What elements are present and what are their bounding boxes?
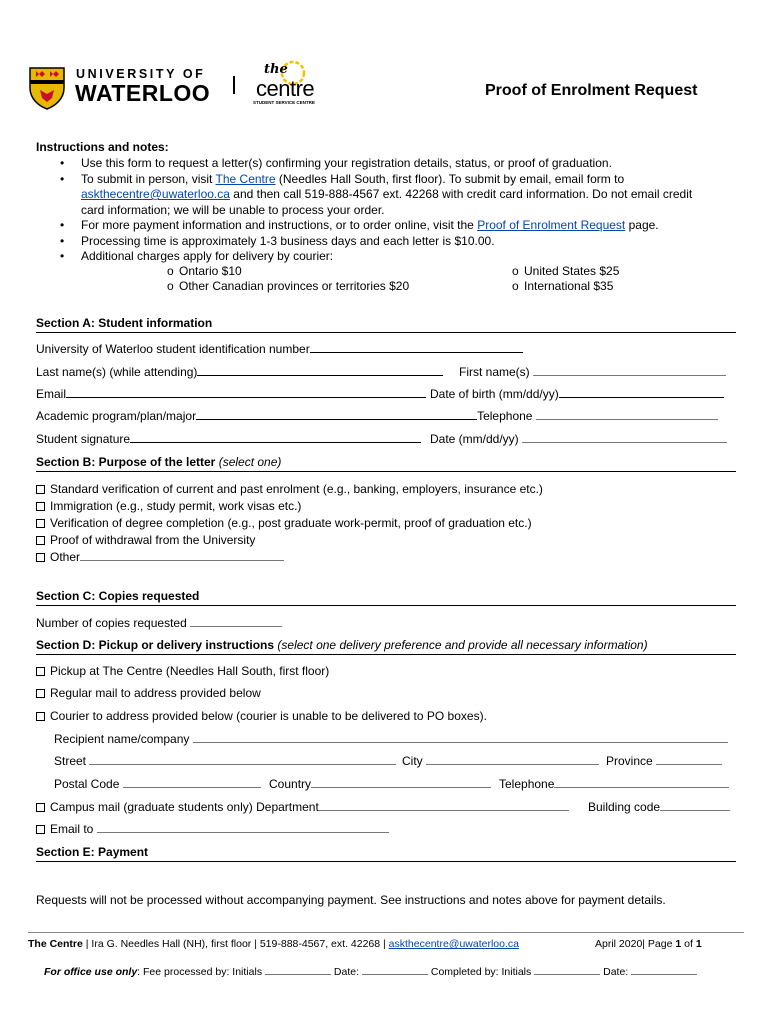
courier-us <box>512 264 619 278</box>
checkbox[interactable] <box>36 667 45 676</box>
input-line[interactable] <box>319 800 569 811</box>
checkbox[interactable] <box>36 519 45 528</box>
delivery-option-courier[interactable] <box>36 709 487 723</box>
checkbox[interactable] <box>36 825 45 834</box>
logo-divider <box>233 76 235 94</box>
option-label: Regular mail to address provided below <box>50 686 261 700</box>
section-a-title <box>36 316 736 333</box>
input-line[interactable] <box>193 732 728 743</box>
section-note: (select one) <box>218 455 282 469</box>
input-line[interactable] <box>130 432 421 443</box>
centre-subtitle: STUDENT SERVICE CENTRE <box>253 100 315 105</box>
purpose-option-other[interactable] <box>36 550 284 564</box>
program-field[interactable] <box>36 409 718 423</box>
input-line[interactable] <box>123 777 261 788</box>
instruction-text: (Needles Hall South, first floor). To submit by email, email form to <box>275 171 625 186</box>
footer-centre-name: The Centre <box>28 938 83 950</box>
input-line[interactable] <box>362 964 428 975</box>
centre-name: centre <box>256 76 315 101</box>
courier-ontario <box>167 264 242 278</box>
option-label: Other <box>50 550 81 564</box>
footer-contact <box>28 938 519 950</box>
input-line[interactable] <box>426 754 599 765</box>
input-line[interactable] <box>190 616 282 627</box>
province-field[interactable] <box>606 754 722 768</box>
field-label: First name(s) <box>459 365 530 379</box>
courier-canada <box>167 279 409 293</box>
input-line[interactable] <box>311 777 491 788</box>
field-label: Building code <box>588 800 661 814</box>
office-use-row <box>44 964 697 978</box>
checkbox[interactable] <box>36 553 45 562</box>
purpose-option-withdrawal[interactable] <box>36 533 255 547</box>
input-line[interactable] <box>89 754 396 765</box>
checkbox[interactable] <box>36 689 45 698</box>
dob-field[interactable] <box>430 387 724 401</box>
field-label: Email <box>36 387 67 401</box>
field-label: Street <box>54 754 87 768</box>
input-line[interactable] <box>660 800 730 811</box>
phone-field[interactable] <box>499 777 729 791</box>
page-total: 1 <box>695 938 702 950</box>
section-title-text: Section A: Student information <box>36 316 213 330</box>
section-e-title <box>36 845 736 862</box>
field-label: Country <box>269 777 312 791</box>
instruction-text: For more payment information and instructions, or to order online, visit the <box>81 218 478 232</box>
input-line[interactable] <box>536 409 718 420</box>
uw-name-line1: UNIVERSITY OF <box>76 67 206 81</box>
section-title-text: Section C: Copies requested <box>36 589 200 603</box>
instructions-list <box>60 156 740 265</box>
option-label: Pickup at The Centre (Needles Hall South, first floor) <box>50 664 330 678</box>
sub-bullet: o <box>512 264 519 278</box>
input-line[interactable] <box>554 777 729 788</box>
sub-bullet: o <box>167 279 174 293</box>
option-label: Proof of withdrawal from the University <box>50 533 256 547</box>
input-line[interactable] <box>534 964 600 975</box>
field-label: Province <box>606 754 653 768</box>
checkbox[interactable] <box>36 485 45 494</box>
the-centre-link[interactable]: The Centre <box>215 171 276 186</box>
recipient-field[interactable] <box>54 732 728 746</box>
instruction-text: and then call 519-888-4567 ext. 42268 with credit card information. Do not email credit <box>229 187 693 201</box>
street-field[interactable] <box>54 754 396 768</box>
email-link[interactable]: askthecentre@uwaterloo.ca <box>81 187 230 201</box>
field-label: Date (mm/dd/yy) <box>430 432 519 446</box>
section-title-text: Section D: Pickup or delivery instructions <box>36 638 275 652</box>
city-field[interactable] <box>402 754 599 768</box>
charge-text: Other Canadian provinces or territories $20 <box>179 279 410 293</box>
instructions-heading: Instructions and notes: <box>36 140 169 154</box>
option-label: Email to <box>50 822 94 836</box>
field-label: Telephone <box>477 409 533 423</box>
field-label: Telephone <box>499 777 555 791</box>
postal-field[interactable] <box>54 777 261 791</box>
input-line[interactable] <box>310 342 523 353</box>
charge-text: International $35 <box>524 279 614 293</box>
purpose-option-degree[interactable] <box>36 516 532 530</box>
list-item <box>60 249 740 265</box>
input-line[interactable] <box>559 387 724 398</box>
field-label: University of Waterloo student identification number <box>36 342 310 356</box>
signature-field[interactable] <box>36 432 421 446</box>
delivery-option-campus[interactable] <box>36 800 569 814</box>
section-title-text: Section E: Payment <box>36 845 149 859</box>
footer-divider <box>28 932 744 933</box>
uw-crest-icon <box>28 66 66 110</box>
field-label: Number of copies requested <box>36 616 187 630</box>
instruction-text: Use this form to request a letter(s) confirming your registration details, status, or proof of graduation. <box>81 156 612 170</box>
section-note: (select one delivery preference and provide all necessary information) <box>277 638 648 652</box>
instruction-text: To submit in person, visit <box>81 171 216 186</box>
instruction-text: page. <box>625 218 659 232</box>
input-line[interactable] <box>196 409 477 420</box>
page-title: Proof of Enrolment Request <box>485 82 698 99</box>
checkbox[interactable] <box>36 803 45 812</box>
field-label: Postal Code <box>54 777 120 791</box>
instruction-text: Additional charges apply for delivery by courier: <box>81 249 334 263</box>
date-field[interactable] <box>430 432 727 446</box>
checkbox[interactable] <box>36 712 45 721</box>
field-label: Recipient name/company <box>54 732 190 746</box>
footer-address: | Ira G. Needles Hall (NH), first floor | 519-888-4567, ext. 42268 | <box>82 938 389 950</box>
footer-date: April 2020| Page <box>595 938 676 950</box>
email-field[interactable] <box>36 387 426 401</box>
option-label: Standard verification of current and past enrolment (e.g., banking, employers, insurance etc.) <box>50 482 543 496</box>
country-field[interactable] <box>269 777 491 791</box>
building-code-field[interactable] <box>588 800 730 814</box>
footer-page <box>595 938 702 950</box>
footer-of: of <box>681 938 696 950</box>
field-label: Academic program/plan/major <box>36 409 197 423</box>
input-line[interactable] <box>97 822 389 833</box>
list-item <box>60 156 740 172</box>
uw-logo <box>28 66 218 112</box>
list-item <box>60 234 740 250</box>
first-name-field[interactable] <box>459 365 726 379</box>
field-label: Date of birth (mm/dd/yy) <box>430 387 559 401</box>
delivery-option-mail[interactable] <box>36 686 261 700</box>
list-item <box>60 218 740 234</box>
centre-logo <box>252 56 324 108</box>
instruction-text: card information; we will be unable to process your order. <box>81 202 385 217</box>
purpose-option-standard[interactable] <box>36 482 543 496</box>
field-label: : Fee processed by: Initials <box>137 966 263 978</box>
field-label: Completed by: Initials <box>430 966 532 978</box>
checkbox[interactable] <box>36 502 45 511</box>
footer-email-link[interactable]: askthecentre@uwaterloo.ca <box>388 938 519 950</box>
charge-text: United States $25 <box>524 264 620 278</box>
list-item <box>60 172 740 219</box>
charge-text: Ontario $10 <box>179 264 242 278</box>
courier-international <box>512 279 613 293</box>
sub-bullet: o <box>512 279 519 293</box>
copies-field[interactable] <box>36 616 282 630</box>
option-label: Verification of degree completion (e.g., post graduate work-permit, proof of graduation etc.) <box>50 516 532 530</box>
sub-bullet: o <box>167 264 174 278</box>
proof-of-enrolment-link[interactable]: Proof of Enrolment Request <box>477 218 626 232</box>
office-use-label: For office use only <box>44 966 138 978</box>
field-label: Last name(s) (while attending) <box>36 365 198 379</box>
instruction-text: Processing time is approximately 1-3 business days and each letter is $10.00. <box>81 233 495 248</box>
page-number: 1 <box>675 938 682 950</box>
section-title-text: Section B: Purpose of the letter <box>36 455 216 469</box>
uw-name-line2: WATERLOO <box>75 80 211 106</box>
delivery-option-pickup[interactable] <box>36 664 329 678</box>
section-d-title <box>36 638 736 655</box>
input-line[interactable] <box>66 387 426 398</box>
student-id-field[interactable] <box>36 342 523 356</box>
input-line[interactable] <box>631 964 697 975</box>
input-line[interactable] <box>533 365 726 376</box>
input-line[interactable] <box>80 550 284 561</box>
delivery-option-email[interactable] <box>36 822 389 836</box>
input-line[interactable] <box>265 964 331 975</box>
field-label: Date: <box>333 966 360 978</box>
field-label: Student signature <box>36 432 131 446</box>
last-name-field[interactable] <box>36 365 443 379</box>
input-line[interactable] <box>656 754 722 765</box>
payment-note: Requests will not be processed without accompanying payment. See instructions and notes above for payment details. <box>36 893 666 907</box>
option-label: Immigration (e.g., study permit, work visas etc.) <box>50 499 302 513</box>
input-line[interactable] <box>197 365 443 376</box>
option-label: Courier to address provided below (courier is unable to be delivered to PO boxes). <box>50 709 487 723</box>
purpose-option-immigration[interactable] <box>36 499 301 513</box>
input-line[interactable] <box>522 432 727 443</box>
field-label: City <box>402 754 423 768</box>
checkbox[interactable] <box>36 536 45 545</box>
field-label: Date: <box>603 966 629 978</box>
section-c-title <box>36 589 736 606</box>
centre-the: the <box>264 62 288 77</box>
section-b-title <box>36 455 736 472</box>
option-label: Campus mail (graduate students only) Department <box>50 800 319 814</box>
